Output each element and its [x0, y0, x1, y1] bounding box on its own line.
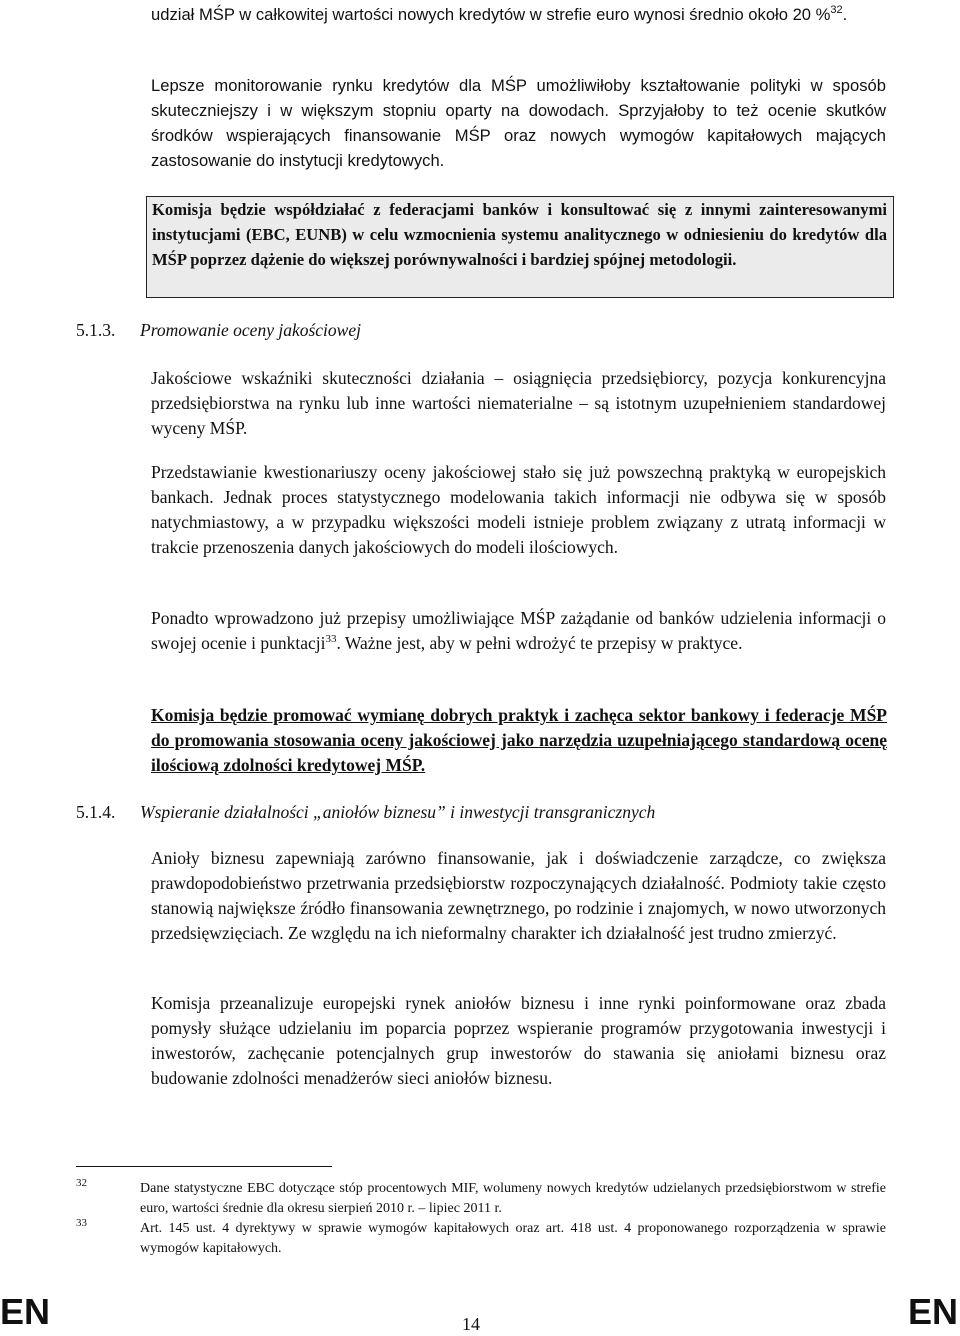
language-code-right: EN	[907, 1291, 958, 1332]
footnote-number: 32	[76, 1177, 87, 1189]
section-title: Wspieranie działalności „aniołów biznesu” i inwestycji transgranicznych	[140, 802, 656, 822]
commission-box	[146, 196, 894, 298]
page-number: 14	[462, 1314, 480, 1334]
paragraph-angels-1: Anioły biznesu zapewniają zarówno finansowanie, jak i doświadczenie zarządcze, co zwiększa prawdopodobieństwo przetrwania przedsiębiorstw rozpoczynających działalność. Podmioty takie często stanowią największe źródło finansowania zewnętrznego, po rodzinie i znajomych, w nowo utworzonych przedsięwzięciach. Ze względu na ich nieformalny charakter ich działalność jest trudno zmierzyć.	[151, 848, 886, 943]
paragraph-monitoring: Lepsze monitorowanie rynku kredytów dla MŚP umożliwiłoby kształtowanie polityki w sposób skuteczniejszy i w większym stopniu oparty na dowodach. Sprzyjałoby to też ocenie skutków środków wspierających finansowanie MŚP oraz nowych wymogów kapitałowych mających zastosowanie do instytucji kredytowych.	[151, 76, 886, 170]
section-title: Promowanie oceny jakościowej	[140, 320, 361, 340]
footnote-text: Dane statystyczne EBC dotyczące stóp procentowych MIF, wolumeny nowych kredytów udzielanych przedsiębiorstwom w strefie euro, wartości średnie dla okresu sierpień 2010 r. – lipiec 2011 r.	[140, 1181, 886, 1216]
footnote-text: Art. 145 ust. 4 dyrektywy w sprawie wymogów kapitałowych oraz art. 418 ust. 4 proponowanego rozporządzenia w sprawie wymogów kapitałowych.	[140, 1221, 886, 1256]
footnote-33	[76, 1219, 886, 1259]
footnote-ref-33[interactable]: 33	[325, 633, 337, 645]
top-text: udział MŚP w całkowitej wartości nowych kredytów w strefie euro wynosi średnio około 20 %$^{32}$.	[151, 4, 848, 24]
commission-bold-statement: Komisja będzie promować wymianę dobrych praktyk i zachęca sektor bankowy i federacje MŚP do promowania stosowania oceny jakościowej jako narzędzia uzupełniającego standardową ocenę ilościową zdolności kredytowej MŚP.	[151, 705, 887, 775]
footnote-separator	[76, 1166, 332, 1167]
section-number: 5.1.3.	[76, 320, 116, 340]
section-heading-513	[76, 318, 361, 343]
language-code-left: EN	[0, 1291, 51, 1332]
footnote-ref-32[interactable]: 32	[830, 4, 843, 16]
section-number: 5.1.4.	[76, 802, 116, 822]
commission-box-text: Komisja będzie współdziałać z federacjami banków i konsultować się z innymi zainteresowanymi instytucjami (EBC, EUNB) w celu wzmocnienia systemu analitycznego w odniesieniu do kredytów dla MŚP poprzez dążenie do większej porównywalności i bardziej spójnej metodologii.	[152, 200, 887, 269]
footnote-32	[76, 1179, 886, 1219]
paragraph-angels-2: Komisja przeanalizuje europejski rynek aniołów biznesu i inne rynki poinformowane oraz zbada pomysły służące udzielaniu im poparcia poprzez wspieranie programów przygotowania inwestycji i inwestorów, zachęcanie potencjalnych grup inwestorów do stawania się aniołami biznesu oraz budowanie zdolności menadżerów sieci aniołów biznesu.	[151, 993, 886, 1088]
footnote-number: 33	[76, 1217, 87, 1229]
paragraph-qualitative-1: Jakościowe wskaźniki skuteczności działania – osiągnięcia przedsiębiorcy, pozycja konkurencyjna przedsiębiorstwa na rynku lub inne wartości niematerialne – są istotnym uzupełnieniem standardowej wyceny MŚP.	[151, 368, 886, 438]
section-heading-514	[76, 800, 655, 825]
paragraph-qualitative-3: Ponadto wprowadzono już przepisy umożliwiające MŚP zażądanie od banków udzielenia informacji o swojej ocenie i punktacji$^{33}$. Ważne jest, aby w pełni wdrożyć te przepisy w praktyce.	[151, 608, 886, 653]
paragraph-qualitative-2: Przedstawianie kwestionariuszy oceny jakościowej stało się już powszechną praktyką w europejskich bankach. Jednak proces statystycznego modelowania takich informacji nie odbywa się w sposób natychmiastowy, a w przypadku większości modeli istnieje problem związany z utratą informacji w trakcie przenoszenia danych jakościowych do modeli ilościowych.	[151, 462, 886, 557]
